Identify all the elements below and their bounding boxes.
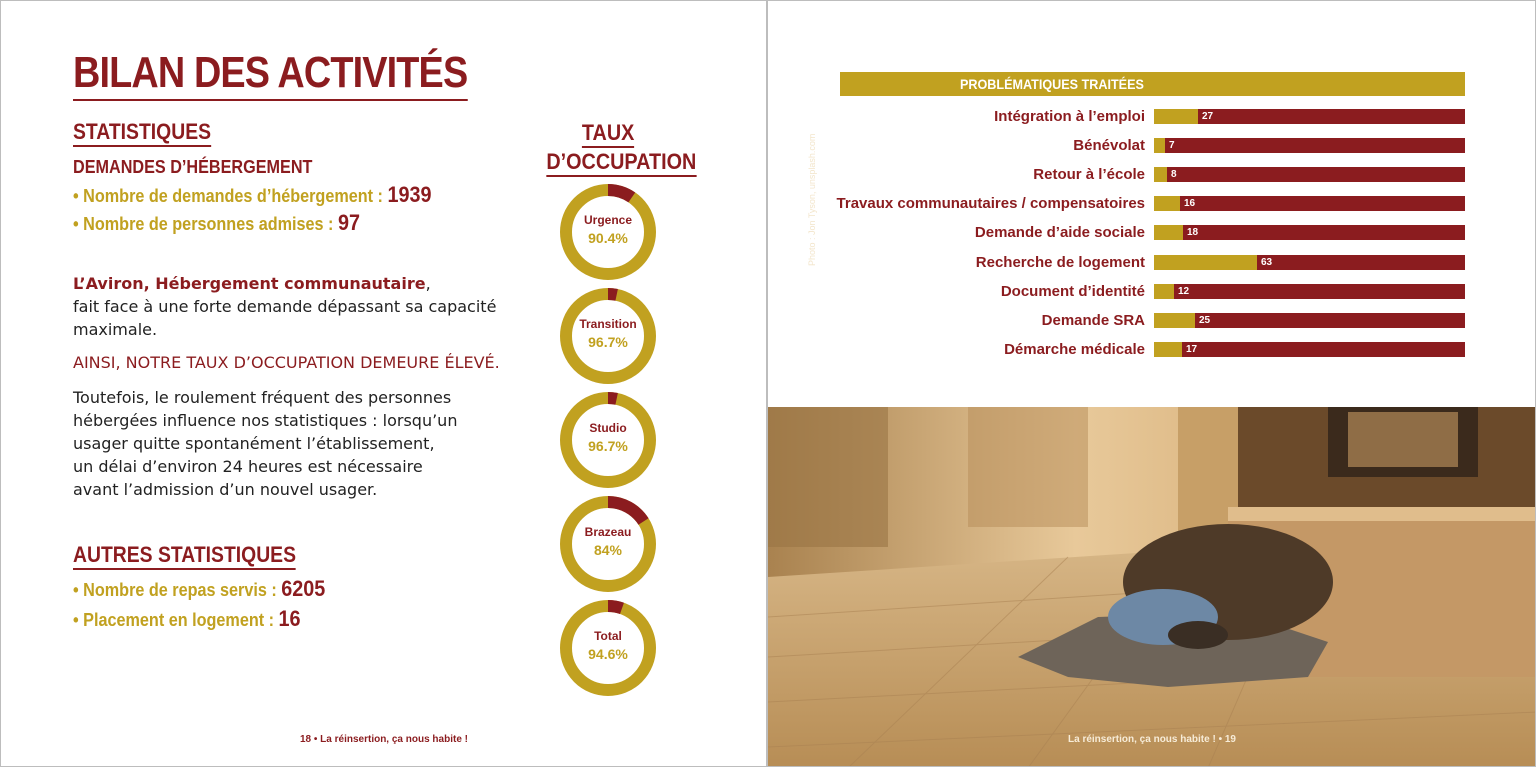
bar-category-label: Démarche médicale	[1004, 341, 1145, 358]
bar-row	[768, 195, 1536, 213]
bar-value	[1154, 196, 1180, 211]
footer-left: 18 • La réinsertion, ça nous habite !	[300, 734, 468, 745]
stat-label: • Nombre de personnes admises :	[73, 214, 338, 234]
stat-label: • Placement en logement :	[73, 610, 279, 630]
bar-remainder	[1154, 225, 1465, 240]
bar-value	[1154, 167, 1167, 182]
occupation-title-line1: TAUX	[582, 119, 634, 148]
bar-category-label: Travaux communautaires / compensatoires	[836, 195, 1145, 212]
bar-value	[1154, 255, 1257, 270]
org-name: L’Aviron, Hébergement communautaire	[73, 274, 426, 293]
paragraph-line: hébergées influence nos statistiques : lorsqu’un	[73, 411, 458, 430]
donut-remainder	[608, 606, 622, 608]
bar-category-label: Retour à l’école	[1033, 166, 1145, 183]
chart-title: PROBLÉMATIQUES TRAITÉES	[960, 76, 1144, 92]
homeless-person-photo	[768, 407, 1536, 767]
donut-transition	[559, 287, 657, 385]
street-photo	[768, 407, 1536, 767]
paragraph-line: un délai d’environ 24 heures est nécessaire	[73, 457, 423, 476]
bar-value-label: 16	[1184, 198, 1196, 209]
chart-title-bar	[840, 72, 1465, 96]
bar-row	[768, 283, 1536, 301]
paragraph-line: avant l’admission d’un nouvel usager.	[73, 480, 378, 499]
bar-remainder	[1154, 196, 1465, 211]
donut-remainder	[608, 190, 632, 197]
donut-remainder	[608, 294, 617, 295]
donut-label: Brazeau	[584, 525, 632, 539]
paragraph-line: usager quitte spontanément l’établissement,	[73, 434, 435, 453]
page-title: BILAN DES ACTIVITÉS	[73, 49, 467, 101]
bar-value	[1154, 284, 1174, 299]
donut-percent: 90.4%	[588, 230, 628, 246]
donut-remainder	[608, 502, 643, 521]
paragraph-intro	[73, 272, 496, 341]
bar-value-label: 12	[1178, 286, 1190, 297]
donut-label: Studio	[589, 421, 627, 435]
bar-value	[1154, 313, 1195, 328]
bar-row	[768, 224, 1536, 242]
paragraph-details	[73, 386, 457, 501]
bar-row	[768, 166, 1536, 184]
left-page	[0, 0, 767, 767]
demandes-subheading: DEMANDES D’HÉBERGEMENT	[73, 157, 313, 177]
bar-category-label: Intégration à l’emploi	[994, 108, 1145, 125]
bar-remainder	[1154, 255, 1465, 270]
paragraph-line: maximale.	[73, 320, 158, 339]
bar-category-label: Demande SRA	[1041, 312, 1145, 329]
occupation-title-line2: D’OCCUPATION	[546, 148, 696, 177]
bar-row	[768, 341, 1536, 359]
footer-right: La réinsertion, ça nous habite ! • 19	[1068, 734, 1236, 745]
right-page	[767, 0, 1536, 767]
statistiques-heading: STATISTIQUES	[73, 119, 211, 147]
stat-value: 16	[278, 606, 301, 631]
stat-logement	[73, 606, 301, 633]
bar-row	[768, 137, 1536, 155]
bar-value	[1154, 225, 1183, 240]
bar-row	[768, 254, 1536, 272]
bar-category-label: Recherche de logement	[975, 254, 1145, 271]
stat-repas	[73, 576, 325, 603]
bar-category-label: Document d’identité	[1000, 283, 1145, 300]
stat-value: 6205	[281, 576, 326, 601]
donut-brazeau	[559, 495, 657, 593]
bar-remainder	[1154, 342, 1465, 357]
stat-admises	[73, 210, 360, 237]
donut-percent: 84%	[593, 542, 623, 558]
stat-label: • Nombre de repas servis :	[73, 580, 282, 600]
bar-value	[1154, 342, 1182, 357]
donut-urgence	[559, 183, 657, 281]
donut-percent: 94.6%	[588, 646, 628, 662]
donut-percent: 96.7%	[588, 438, 628, 454]
donut-studio	[559, 391, 657, 489]
bar-row	[768, 108, 1536, 126]
stat-value: 97	[337, 210, 360, 235]
donut-label: Transition	[579, 317, 637, 331]
stat-demandes	[73, 182, 431, 209]
donut-total	[559, 599, 657, 697]
bar-value-label: 17	[1186, 344, 1198, 355]
donut-percent: 96.7%	[588, 334, 628, 350]
bar-remainder	[1154, 109, 1465, 124]
bar-value	[1154, 109, 1198, 124]
bar-remainder	[1154, 167, 1465, 182]
paragraph-line: fait face à une forte demande dépassant sa capacité	[73, 297, 497, 316]
stat-label: • Nombre de demandes d’hébergement :	[73, 186, 388, 206]
paragraph-highlight: AINSI, NOTRE TAUX D’OCCUPATION DEMEURE ÉLEVÉ.	[73, 353, 500, 372]
bar-remainder	[1154, 284, 1465, 299]
bar-category-label: Bénévolat	[1073, 137, 1145, 154]
autres-heading: AUTRES STATISTIQUES	[73, 542, 296, 570]
bar-row	[768, 312, 1536, 330]
bar-value-label: 27	[1202, 111, 1214, 122]
bar-value-label: 8	[1171, 169, 1177, 180]
photo-credit: Photo : Jon Tyson, unsplash.com	[807, 133, 817, 266]
bar-value	[1154, 138, 1165, 153]
bar-remainder	[1154, 138, 1465, 153]
bar-value-label: 7	[1169, 140, 1175, 151]
occupation-title	[538, 119, 697, 177]
paragraph-line: Toutefois, le roulement fréquent des personnes	[73, 388, 452, 407]
bar-value-label: 18	[1187, 227, 1199, 238]
bar-value-label: 63	[1261, 257, 1273, 268]
donut-label: Urgence	[583, 213, 633, 227]
donut-label: Total	[594, 629, 622, 643]
bar-remainder	[1154, 313, 1465, 328]
donut-remainder	[608, 398, 617, 399]
stat-value: 1939	[387, 182, 432, 207]
org-comma: ,	[425, 274, 431, 293]
bar-value-label: 25	[1199, 315, 1211, 326]
bar-category-label: Demande d’aide sociale	[974, 224, 1145, 241]
